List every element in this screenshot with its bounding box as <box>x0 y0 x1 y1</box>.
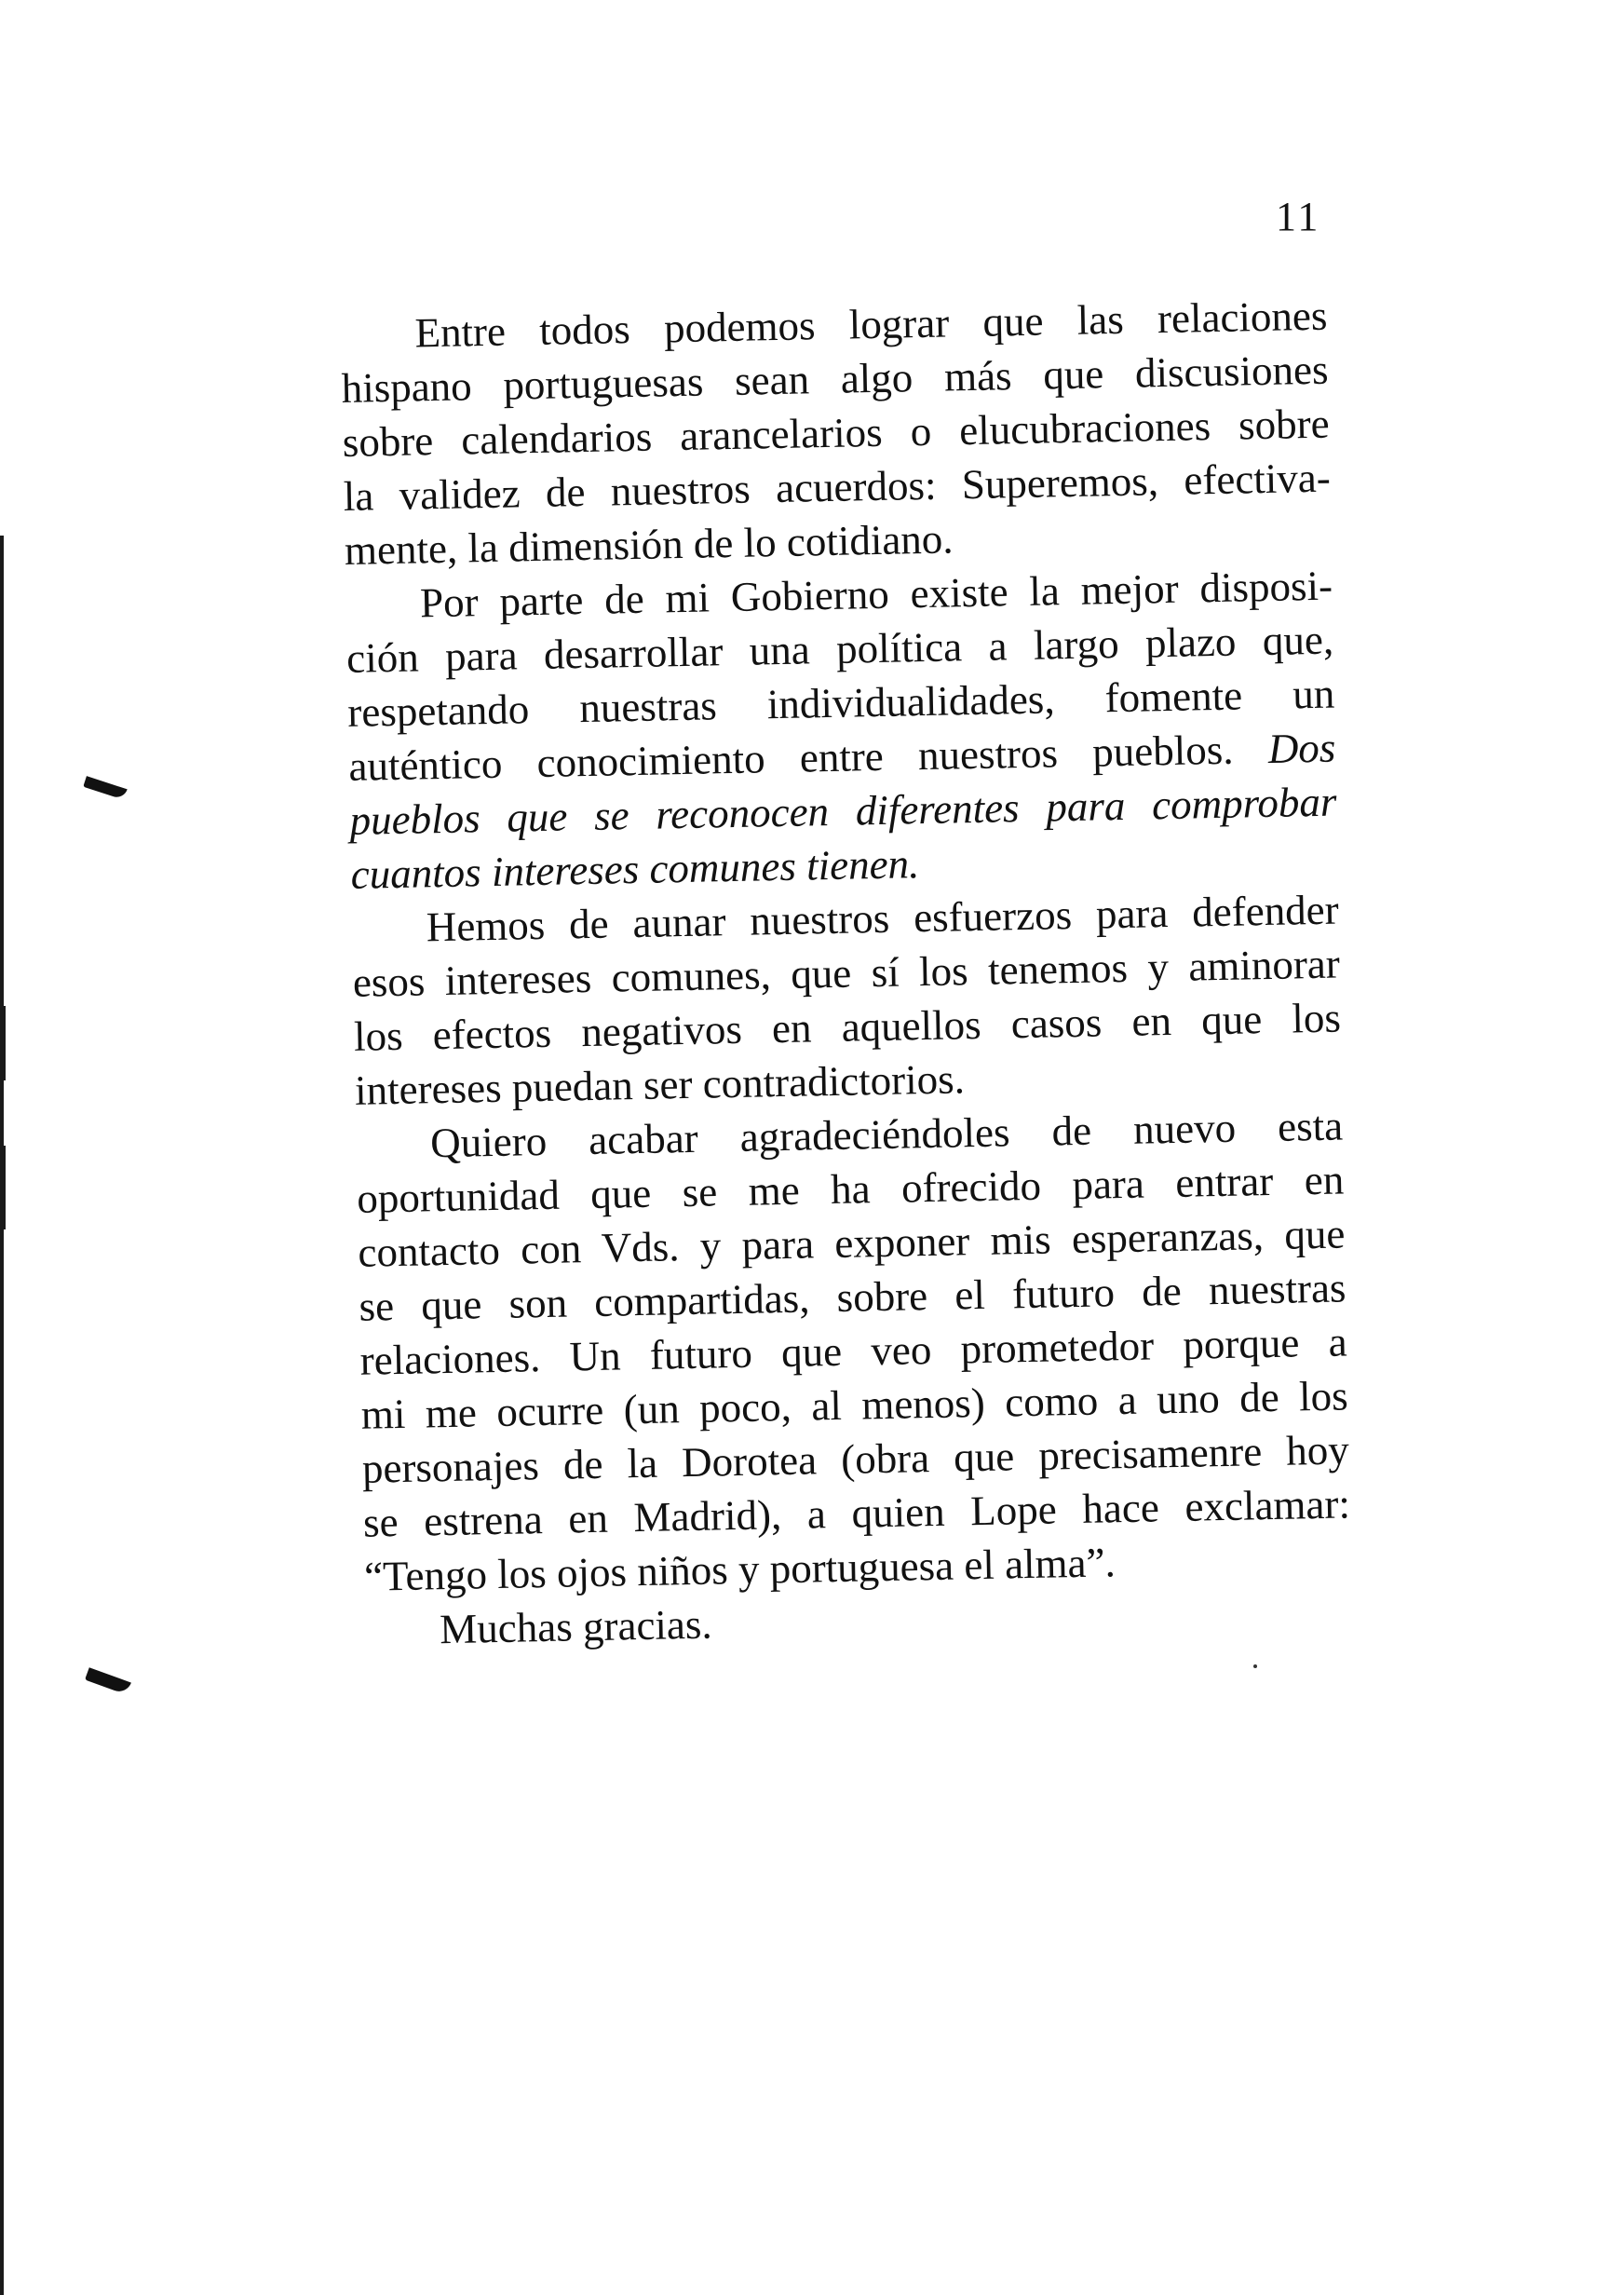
italic-line: cuantos intereses comunes tienen. <box>350 840 920 898</box>
italic-line: pueblos que se reconocen diferentes para comprobar <box>349 778 1337 844</box>
text-line: mi me ocurre (un poco, al menos) como a uno de los <box>360 1372 1349 1438</box>
binding-edge-line <box>0 536 4 2295</box>
text-line: relaciones. Un futuro que veo prometedor porque a <box>359 1318 1347 1384</box>
binding-edge-mark <box>0 1146 6 1229</box>
text-segment: auténtico conocimiento entre nuestros pueblos. <box>347 726 1234 790</box>
text-line: hispano portuguesas sean algo más que discusiones <box>341 346 1329 412</box>
text-line: los efectos negativos en aquellos casos en que los <box>353 994 1342 1060</box>
ink-speck <box>1253 1664 1257 1668</box>
italic-segment: Dos <box>1267 724 1336 772</box>
text-line: esos intereses comunes, que sí los tenemos y aminorar <box>352 940 1341 1006</box>
text-line: Hemos de aunar nuestros esfuerzos para defender <box>426 886 1340 951</box>
text-line: intereses puedan ser contradictorios. <box>354 1055 966 1114</box>
text-line: ción para desarrollar una política a largo plazo que, <box>345 616 1334 682</box>
text-line: mente, la dimensión de lo cotidiano. <box>344 515 954 574</box>
punch-hole-mark <box>85 1667 131 1695</box>
text-line: “Tengo los ojos niños y portuguesa el alma”. <box>363 1539 1116 1600</box>
punch-hole-mark <box>83 776 127 800</box>
text-line: oportunidad que se me ha ofrecido para entrar en <box>356 1156 1345 1222</box>
text-line: personajes de la Dorotea (obra que precisamenre hoy <box>361 1426 1350 1492</box>
text-line: Por parte de mi Gobierno existe la mejor disposi- <box>419 562 1333 627</box>
text-line: respetando nuestras individualidades, fomente un <box>346 670 1335 736</box>
text-line: la validez de nuestros acuerdos: Superemos, efectiva- <box>343 454 1332 520</box>
text-line: Entre todos podemos lograr que las relaciones <box>414 292 1328 357</box>
text-line: sobre calendarios arancelarios o elucubraciones sobre <box>342 400 1331 466</box>
binding-edge-mark <box>0 1006 6 1080</box>
text-line: se que son compartidas, sobre el futuro de nuestras <box>359 1264 1347 1330</box>
closing-line: Muchas gracias. <box>439 1600 713 1653</box>
body-text <box>340 289 1353 1658</box>
text-line: contacto con Vds. y para exponer mis esperanzas, que <box>358 1210 1346 1276</box>
page-number: 11 <box>1276 194 1321 239</box>
text-line: Quiero acabar agradeciéndoles de nuevo esta <box>429 1102 1344 1167</box>
text-line: se estrena en Madrid), a quien Lope hace exclamar: <box>362 1480 1351 1546</box>
